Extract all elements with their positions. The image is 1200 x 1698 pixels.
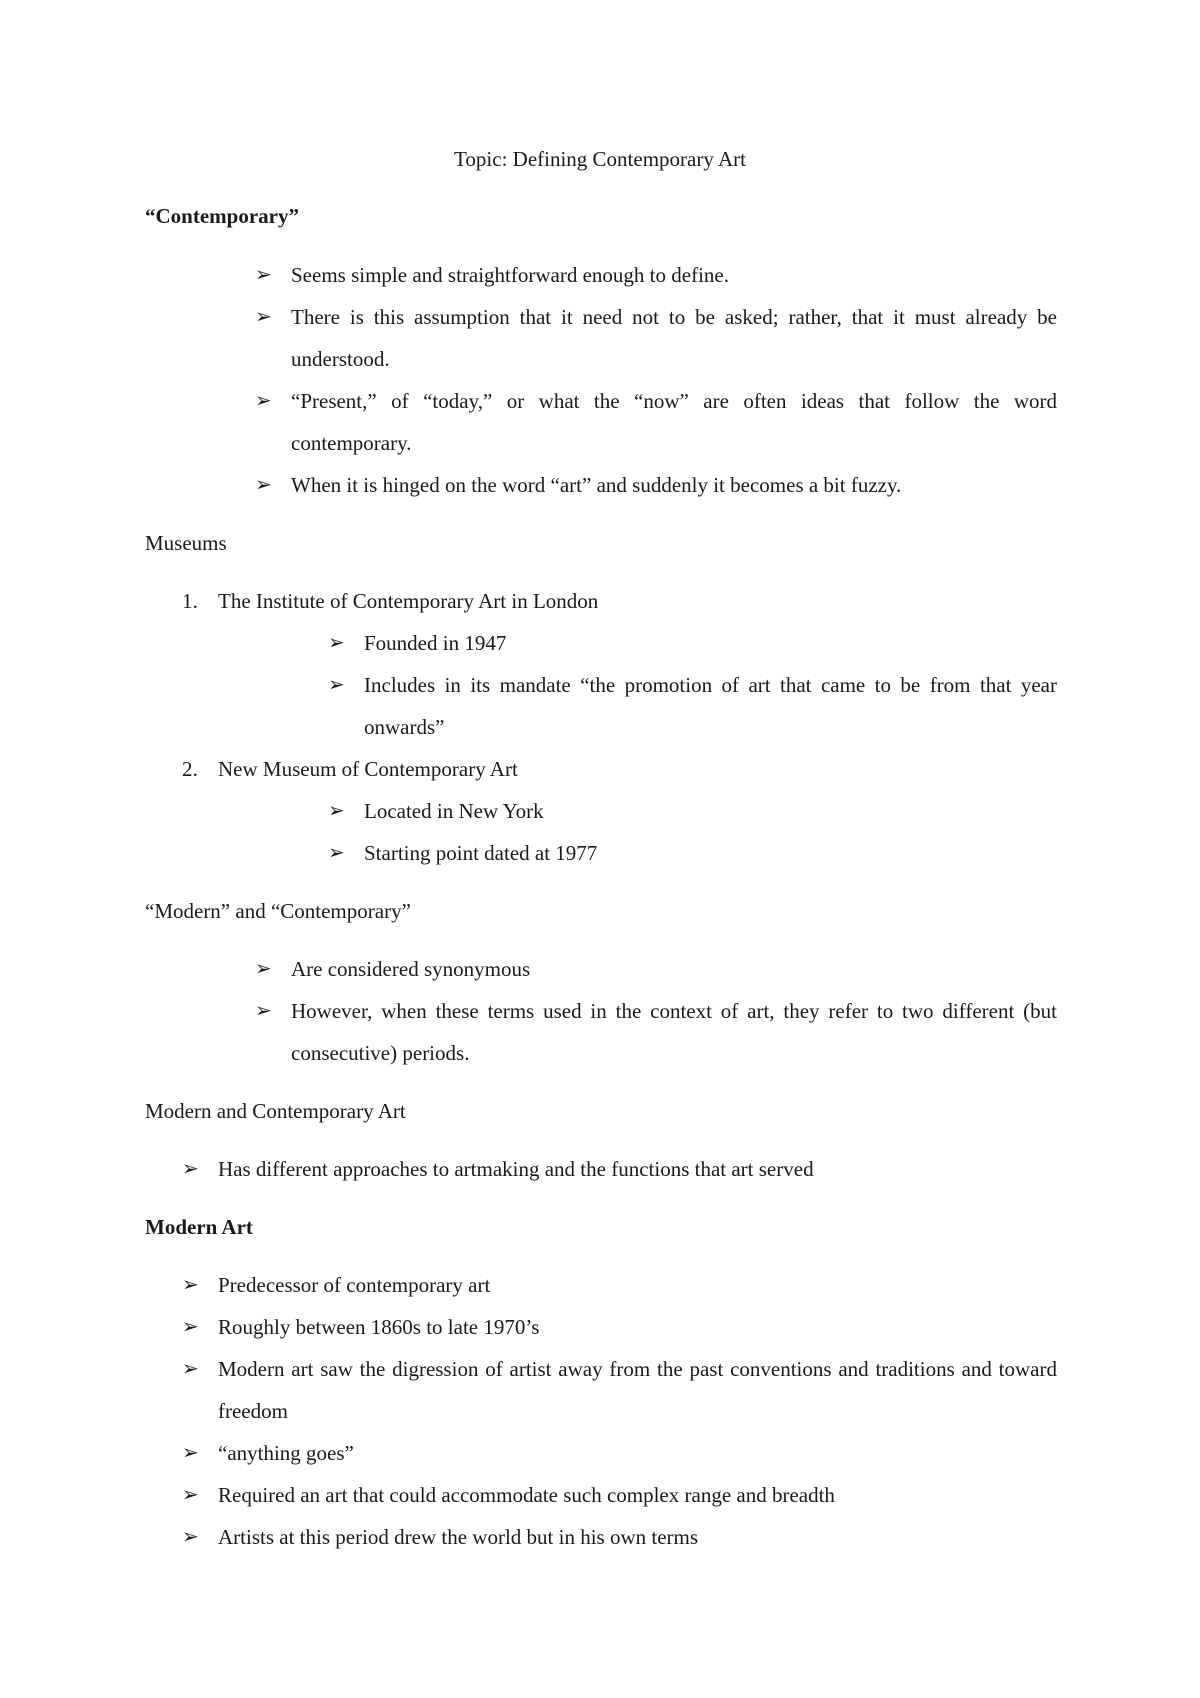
list-item xyxy=(255,990,1057,1074)
list-item-text: Are considered synonymous xyxy=(291,957,531,981)
item-number: 1. xyxy=(182,589,198,613)
arrow-bullet-icon: ➢ xyxy=(182,1358,199,1380)
arrow-bullet-icon: ➢ xyxy=(255,1000,272,1022)
list-item xyxy=(255,254,1057,296)
list-item xyxy=(255,380,1057,464)
heading-modern-contemporary: “Modern” and “Contemporary” xyxy=(145,899,411,923)
list-item-text: “Present,” of “today,” or what the “now” are often ideas that follow the word contemporary. xyxy=(291,389,1057,455)
list-item-text: Modern art saw the digression of artist away from the past conventions and traditions and toward freedom xyxy=(218,1357,1057,1423)
numbered-item xyxy=(182,580,598,622)
list-item xyxy=(182,1306,1057,1348)
arrow-bullet-icon: ➢ xyxy=(255,264,272,286)
list-item-text: Includes in its mandate “the promotion of art that came to be from that year onwards” xyxy=(364,673,1057,739)
arrow-bullet-icon: ➢ xyxy=(328,842,345,864)
list-item-text: Artists at this period drew the world but in his own terms xyxy=(218,1525,699,1549)
arrow-bullet-icon: ➢ xyxy=(255,306,272,328)
arrow-bullet-icon: ➢ xyxy=(328,674,345,696)
item-label: The Institute of Contemporary Art in London xyxy=(218,589,599,613)
heading-modern-and-contemporary-art: Modern and Contemporary Art xyxy=(145,1099,406,1123)
list-item-text: Has different approaches to artmaking and the functions that art served xyxy=(218,1157,814,1181)
list-item xyxy=(182,1264,1057,1306)
arrow-bullet-icon: ➢ xyxy=(182,1442,199,1464)
arrow-bullet-icon: ➢ xyxy=(255,958,272,980)
heading-museums: Museums xyxy=(145,531,227,555)
list-item-text: When it is hinged on the word “art” and suddenly it becomes a bit fuzzy. xyxy=(291,473,902,497)
arrow-bullet-icon: ➢ xyxy=(182,1158,199,1180)
heading-contemporary: “Contemporary” xyxy=(145,204,299,228)
arrow-bullet-icon: ➢ xyxy=(328,632,345,654)
list-item-text: However, when these terms used in the context of art, they refer to two different (but consecutive) periods. xyxy=(291,999,1057,1065)
list-item-text: “anything goes” xyxy=(218,1441,354,1465)
list-item xyxy=(328,832,1057,874)
heading-modern-art: Modern Art xyxy=(145,1215,253,1239)
arrow-bullet-icon: ➢ xyxy=(255,390,272,412)
arrow-bullet-icon: ➢ xyxy=(328,800,345,822)
numbered-item xyxy=(182,748,518,790)
list-item-text: Roughly between 1860s to late 1970’s xyxy=(218,1315,540,1339)
list-item-text: There is this assumption that it need not to be asked; rather, that it must already be understood. xyxy=(291,305,1057,371)
list-item xyxy=(182,1348,1057,1432)
list-item xyxy=(255,464,1057,506)
list-item-text: Required an art that could accommodate such complex range and breadth xyxy=(218,1483,835,1507)
list-item-text: Seems simple and straightforward enough to define. xyxy=(291,263,729,287)
arrow-bullet-icon: ➢ xyxy=(182,1484,199,1506)
list-item-text: Founded in 1947 xyxy=(364,631,507,655)
list-item xyxy=(182,1516,1057,1558)
list-item xyxy=(255,948,1057,990)
list-item xyxy=(328,664,1057,748)
list-item-text: Starting point dated at 1977 xyxy=(364,841,598,865)
arrow-bullet-icon: ➢ xyxy=(182,1316,199,1338)
arrow-bullet-icon: ➢ xyxy=(182,1274,199,1296)
page-title: Topic: Defining Contemporary Art xyxy=(454,147,746,171)
list-item xyxy=(182,1432,1057,1474)
list-item xyxy=(182,1474,1057,1516)
list-item-text: Located in New York xyxy=(364,799,544,823)
list-item xyxy=(328,622,1057,664)
list-item xyxy=(255,296,1057,380)
item-number: 2. xyxy=(182,757,198,781)
arrow-bullet-icon: ➢ xyxy=(182,1526,199,1548)
list-item-text: Predecessor of contemporary art xyxy=(218,1273,491,1297)
list-item xyxy=(182,1148,1057,1190)
arrow-bullet-icon: ➢ xyxy=(255,474,272,496)
item-label: New Museum of Contemporary Art xyxy=(218,757,518,781)
list-item xyxy=(328,790,1057,832)
